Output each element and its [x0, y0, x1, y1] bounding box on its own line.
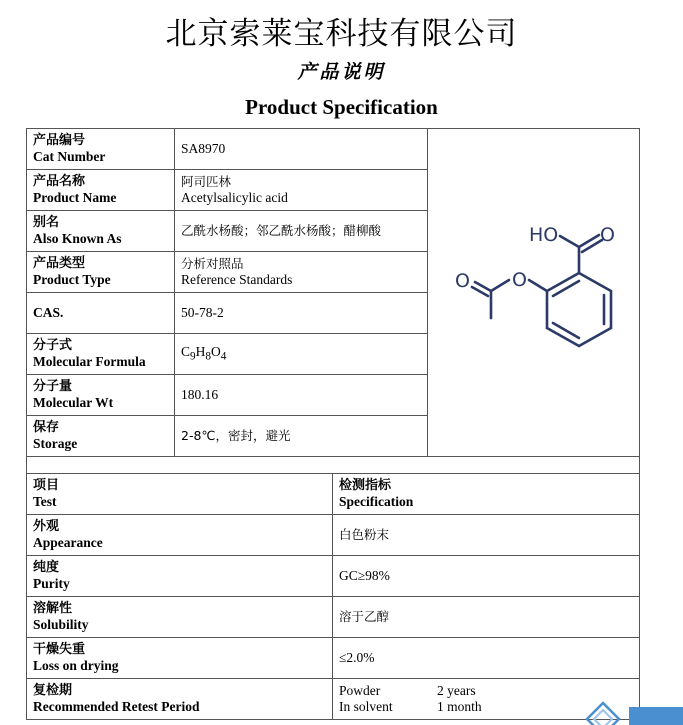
row-appearance: 外观 Appearance 白色粉末	[27, 515, 640, 556]
molecular-formula: $C_9H_8O_4$	[181, 343, 227, 363]
value-cat-number: SA8970	[175, 129, 428, 170]
label-storage: 保存 Storage	[27, 416, 175, 457]
label-o-ester: O	[511, 268, 527, 291]
structure-cell	[428, 129, 640, 457]
label-mw: 分子量 Molecular Wt	[27, 375, 175, 416]
value-formula	[175, 334, 428, 375]
row-loss-on-drying: 干燥失重 Loss on drying ≤2.0%	[27, 638, 640, 679]
label-aka: 别名 Also Known As	[27, 211, 175, 252]
row-purity: 纯度 Purity GC≥98%	[27, 556, 640, 597]
row-solubility: 溶解性 Solubility 溶于乙醇	[27, 597, 640, 638]
row-retest-period: 复检期 Recommended Retest Period Powder 2 years In solvent 1 month	[27, 679, 640, 720]
specification-table	[26, 128, 640, 720]
header-specification: 检测指标 Specification	[333, 474, 640, 515]
label-o-carbonyl: O	[599, 223, 615, 246]
value-mw: 180.16	[175, 375, 428, 416]
company-name: 北京索莱宝科技有限公司	[165, 16, 518, 52]
label-cas: CAS.	[27, 293, 175, 334]
label-ho: HO	[528, 223, 558, 246]
aspirin-structure-image	[429, 211, 639, 371]
label-cat-number: 产品编号 Cat Number	[27, 129, 175, 170]
value-product-type: 分析对照品 Reference Standards	[175, 252, 428, 293]
label-o-acetyl: O	[454, 269, 470, 292]
company-logo-icon	[579, 701, 683, 725]
label-formula: 分子式 Molecular Formula	[27, 334, 175, 375]
row-test-header	[27, 474, 640, 515]
value-aka: 乙酰水杨酸；邻乙酰水杨酸；醋柳酸	[175, 211, 428, 252]
label-product-type: 产品类型 Product Type	[27, 252, 175, 293]
retest-values: Powder 2 years In solvent 1 month	[339, 683, 482, 714]
header-test: 项目 Test	[27, 474, 333, 515]
subtitle-english: Product Specification	[245, 95, 438, 119]
label-product-name: 产品名称 Product Name	[27, 170, 175, 211]
row-cat-number	[27, 129, 640, 170]
value-storage: 2-8℃，密封，避光	[175, 416, 428, 457]
table-divider-row	[27, 457, 640, 474]
subtitle-chinese: 产品说明	[297, 61, 386, 83]
value-product-name: 阿司匹林 Acetylsalicylic acid	[175, 170, 428, 211]
value-cas: 50-78-2	[175, 293, 428, 334]
